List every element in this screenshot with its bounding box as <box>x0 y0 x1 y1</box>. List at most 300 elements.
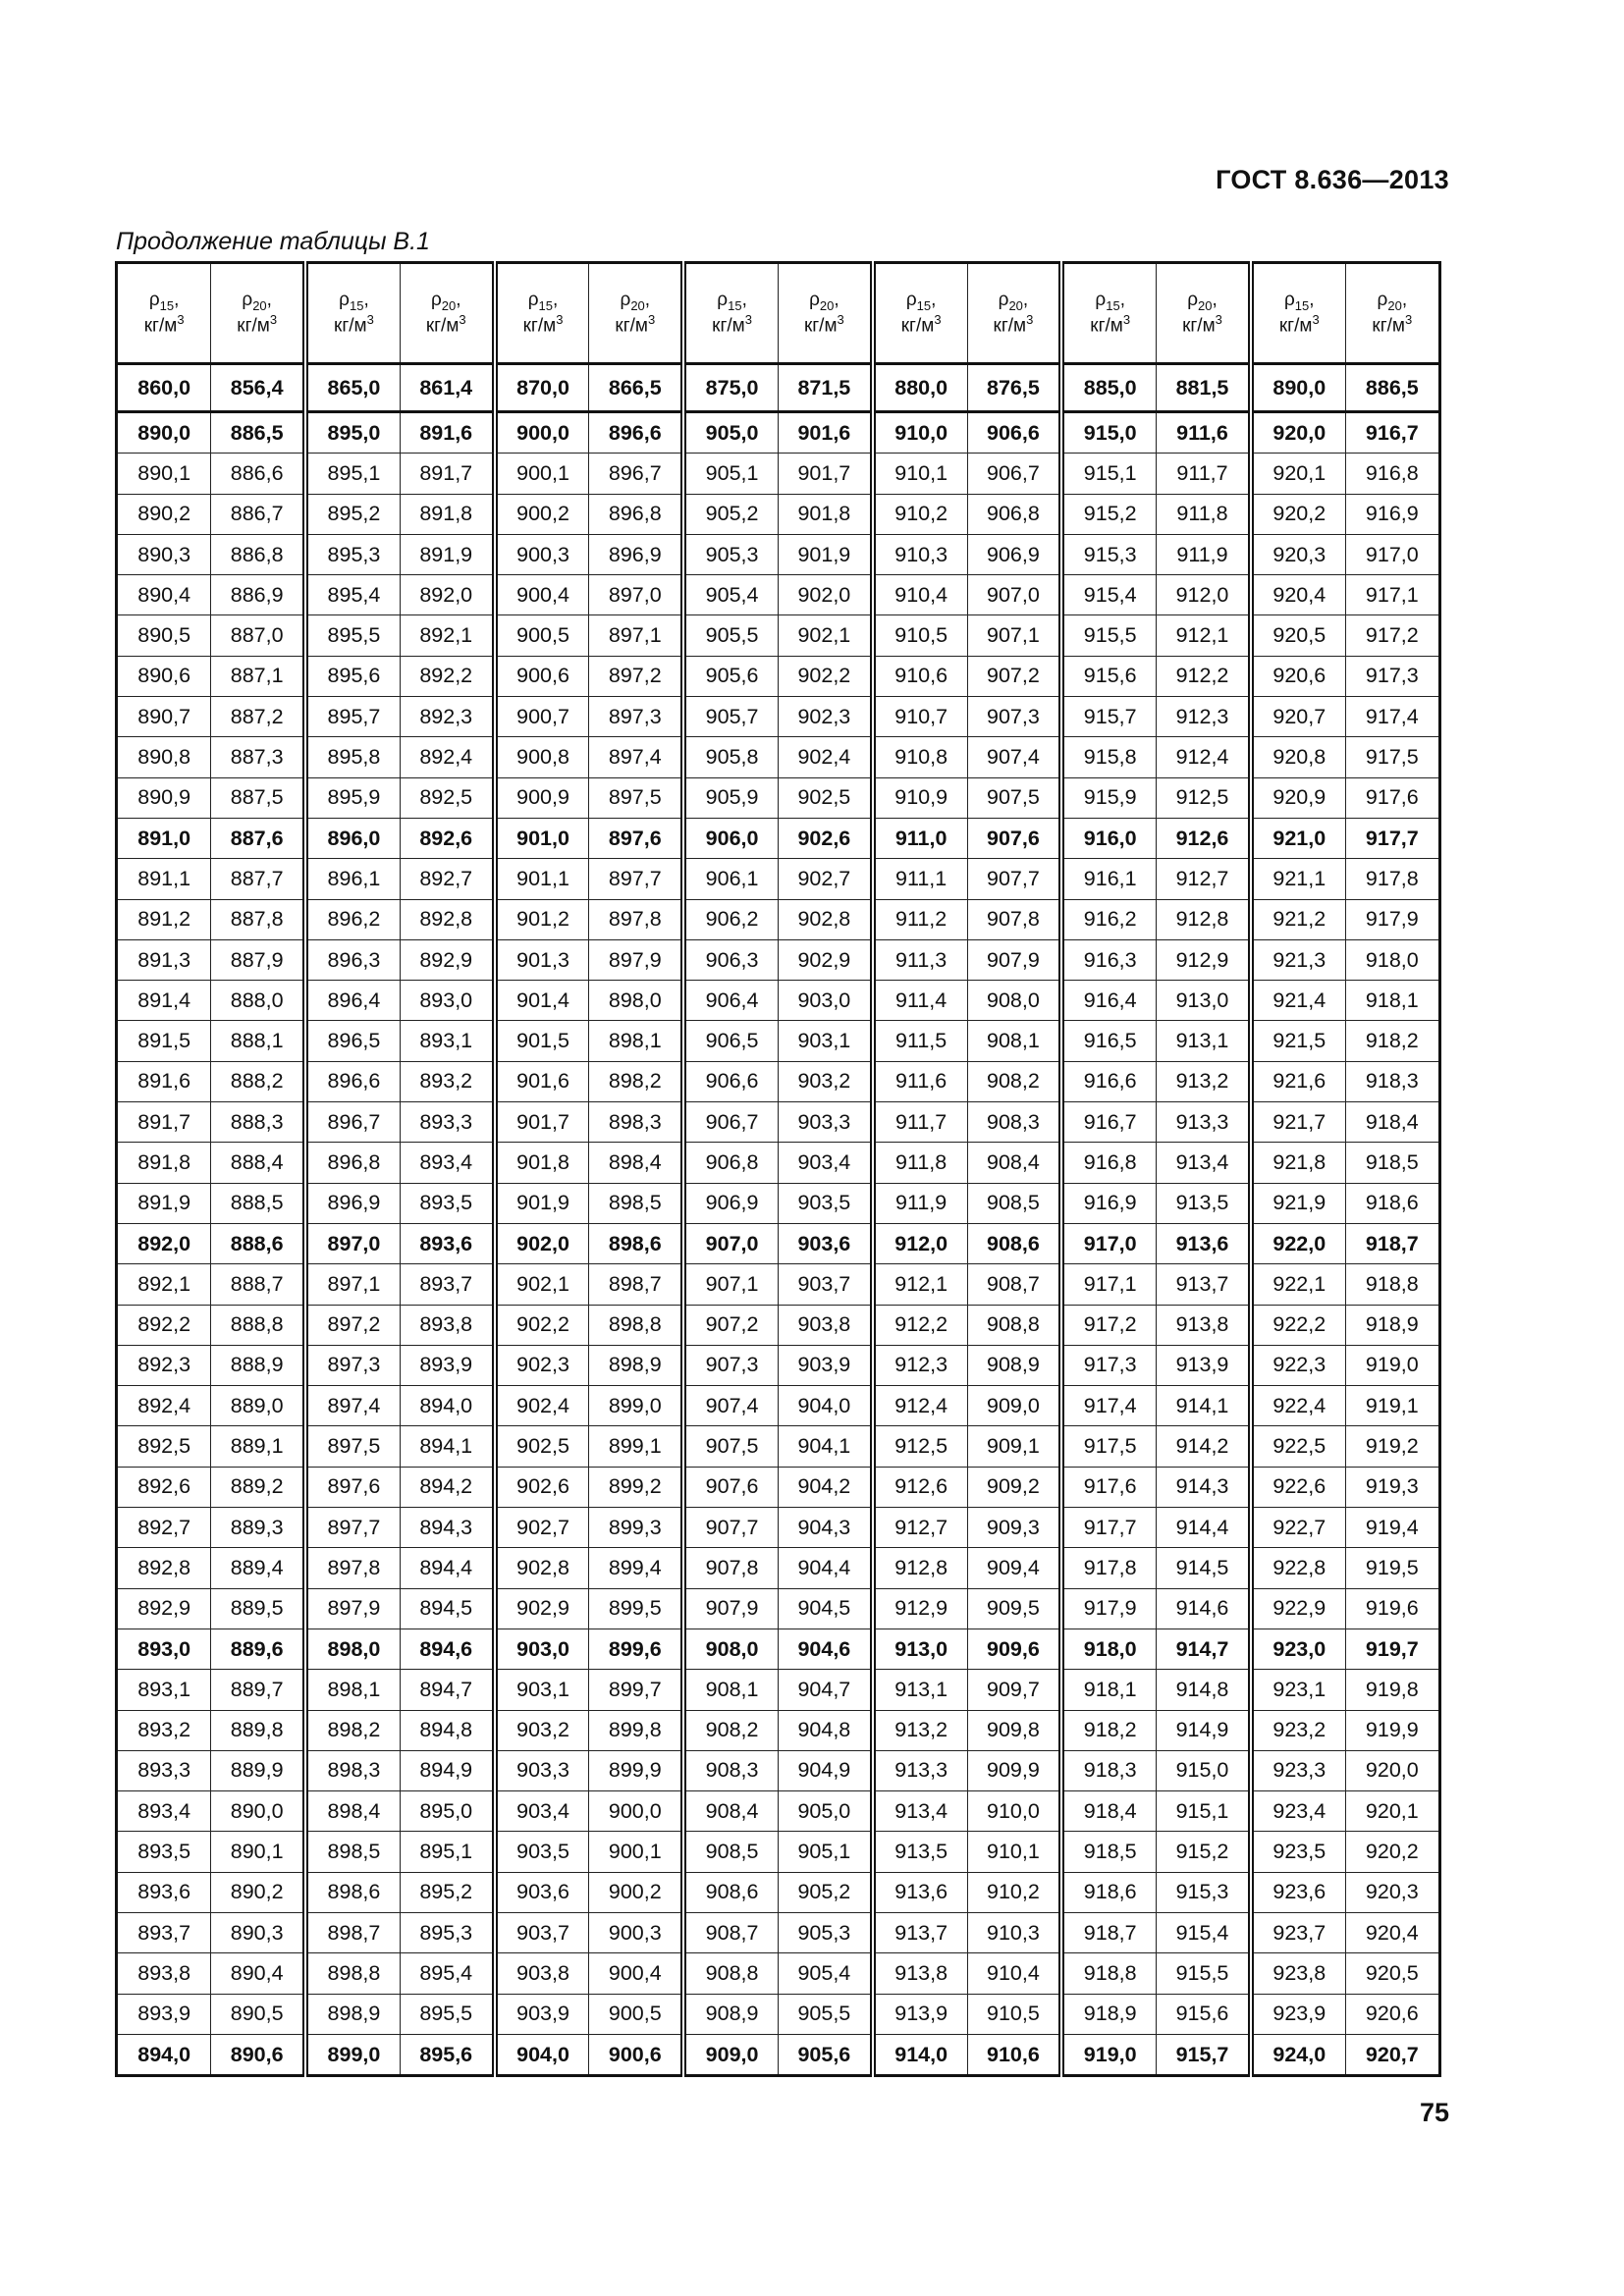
table-cell: 893,9 <box>400 1345 494 1385</box>
header-unit: кг/м <box>143 314 178 336</box>
table-cell: 912,6 <box>873 1467 967 1507</box>
table-cell: 919,9 <box>1345 1710 1439 1750</box>
table-cell: 902,8 <box>495 1548 589 1588</box>
table-cell: 891,7 <box>117 1102 211 1143</box>
table-cell: 905,3 <box>778 1912 872 1952</box>
table-cell: 919,2 <box>1345 1426 1439 1467</box>
table-cell: 901,3 <box>495 939 589 980</box>
table-cell: 906,5 <box>683 1021 778 1061</box>
table-cell: 915,2 <box>1061 494 1156 534</box>
table-cell: 889,8 <box>211 1710 305 1750</box>
table-cell: 895,0 <box>305 412 400 454</box>
table-cell: 910,2 <box>873 494 967 534</box>
table-cell: 919,7 <box>1345 1629 1439 1669</box>
table-cell: 919,3 <box>1345 1467 1439 1507</box>
table-cell: 902,7 <box>778 859 872 899</box>
table-cell: 918,3 <box>1061 1750 1156 1790</box>
table-cell: 886,5 <box>211 412 305 454</box>
table-cell: 914,6 <box>1157 1588 1251 1629</box>
table-caption: Продолжение таблицы В.1 <box>116 228 430 255</box>
table-cell: 892,8 <box>400 899 494 939</box>
table-cell: 886,7 <box>211 494 305 534</box>
table-cell: 890,0 <box>117 412 211 454</box>
header-subscript: 15 <box>1106 297 1120 313</box>
table-cell: 897,6 <box>589 818 683 858</box>
table-cell: 916,2 <box>1061 899 1156 939</box>
table-cell: 909,3 <box>967 1508 1061 1548</box>
table-cell: 893,8 <box>400 1305 494 1345</box>
table-cell: 890,8 <box>117 737 211 777</box>
table-cell: 887,2 <box>211 697 305 737</box>
table-cell: 892,6 <box>117 1467 211 1507</box>
table-cell: 910,8 <box>873 737 967 777</box>
table-cell: 892,1 <box>400 615 494 656</box>
table-cell: 903,6 <box>495 1872 589 1912</box>
table-cell: 913,6 <box>1157 1223 1251 1263</box>
table-cell: 904,0 <box>495 2034 589 2075</box>
table-row <box>117 697 1440 737</box>
table-cell: 910,7 <box>873 697 967 737</box>
table-cell: 915,0 <box>1157 1750 1251 1790</box>
table-cell: 903,8 <box>778 1305 872 1345</box>
table-cell: 911,9 <box>873 1183 967 1223</box>
table-cell: 913,5 <box>1157 1183 1251 1223</box>
table-cell: 886,5 <box>1345 364 1439 412</box>
table-row <box>117 899 1440 939</box>
table-cell: 901,6 <box>778 412 872 454</box>
table-cell: 905,0 <box>778 1791 872 1832</box>
table-cell: 913,8 <box>873 1953 967 1994</box>
table-cell: 895,3 <box>305 534 400 574</box>
table-cell: 903,4 <box>778 1143 872 1183</box>
header-unit: кг/м <box>425 314 460 336</box>
table-cell: 900,1 <box>589 1832 683 1872</box>
table-row <box>117 981 1440 1021</box>
table-cell: 917,6 <box>1061 1467 1156 1507</box>
table-cell: 904,7 <box>778 1670 872 1710</box>
table-row <box>117 1629 1440 1669</box>
table-cell: 893,3 <box>400 1102 494 1143</box>
header-unit: кг/м <box>334 314 367 336</box>
table-cell: 902,6 <box>778 818 872 858</box>
table-cell: 888,6 <box>211 1223 305 1263</box>
table-cell: 918,5 <box>1061 1832 1156 1872</box>
table-cell: 900,6 <box>589 2034 683 2075</box>
table-cell: 891,9 <box>400 534 494 574</box>
table-cell: 897,3 <box>589 697 683 737</box>
table-cell: 912,7 <box>1157 859 1251 899</box>
table-cell: 890,3 <box>211 1912 305 1952</box>
table-cell: 898,6 <box>589 1223 683 1263</box>
table-cell: 895,4 <box>400 1953 494 1994</box>
table-row <box>117 1305 1440 1345</box>
table-cell: 896,0 <box>305 818 400 858</box>
table-cell: 901,0 <box>495 818 589 858</box>
table-cell: 898,2 <box>305 1710 400 1750</box>
table-cell: 894,9 <box>400 1750 494 1790</box>
table-cell: 895,1 <box>400 1832 494 1872</box>
table-cell: 908,9 <box>683 1994 778 2034</box>
table-cell: 895,7 <box>305 697 400 737</box>
table-cell: 912,1 <box>1157 615 1251 656</box>
table-cell: 914,7 <box>1157 1629 1251 1669</box>
table-cell: 915,1 <box>1157 1791 1251 1832</box>
table-cell: 923,6 <box>1251 1872 1345 1912</box>
table-cell: 917,5 <box>1061 1426 1156 1467</box>
table-cell: 909,2 <box>967 1467 1061 1507</box>
table-cell: 907,2 <box>967 656 1061 696</box>
table-cell: 923,7 <box>1251 1912 1345 1952</box>
table-row <box>117 939 1440 980</box>
table-cell: 888,5 <box>211 1183 305 1223</box>
table-cell: 904,6 <box>778 1629 872 1669</box>
table-cell: 891,2 <box>117 899 211 939</box>
table-cell: 889,2 <box>211 1467 305 1507</box>
header-subscript: 15 <box>916 297 932 313</box>
table-cell: 895,2 <box>400 1872 494 1912</box>
table-cell: 917,9 <box>1061 1588 1156 1629</box>
table-cell: 912,1 <box>873 1264 967 1305</box>
table-cell: 910,3 <box>873 534 967 574</box>
density-table <box>115 261 1441 2077</box>
table-cell: 907,9 <box>967 939 1061 980</box>
table-cell: 913,8 <box>1157 1305 1251 1345</box>
table-cell: 917,9 <box>1345 899 1439 939</box>
table-cell: 908,3 <box>683 1750 778 1790</box>
table-cell: 898,0 <box>305 1629 400 1669</box>
table-cell: 913,3 <box>1157 1102 1251 1143</box>
table-cell: 913,4 <box>873 1791 967 1832</box>
table-cell: 911,4 <box>873 981 967 1021</box>
table-cell: 889,7 <box>211 1670 305 1710</box>
table-cell: 897,2 <box>305 1305 400 1345</box>
table-cell: 921,5 <box>1251 1021 1345 1061</box>
table-cell: 903,0 <box>495 1629 589 1669</box>
table-cell: 901,5 <box>495 1021 589 1061</box>
table-cell: 893,1 <box>117 1670 211 1710</box>
table-cell: 910,5 <box>873 615 967 656</box>
table-cell: 918,1 <box>1061 1670 1156 1710</box>
table-cell: 900,3 <box>589 1912 683 1952</box>
column-header: $\rho_{15}$, $кг/м^3$ <box>1061 263 1156 364</box>
table-cell: 903,7 <box>778 1264 872 1305</box>
table-cell: 861,4 <box>400 364 494 412</box>
table-cell: 917,0 <box>1061 1223 1156 1263</box>
table-cell: 895,5 <box>305 615 400 656</box>
table-cell: 913,0 <box>873 1629 967 1669</box>
table-cell: 891,9 <box>117 1183 211 1223</box>
header-unit-power: 3 <box>459 311 466 327</box>
header-unit-power: 3 <box>1026 311 1034 327</box>
header-subscript: 20 <box>441 297 457 313</box>
table-cell: 892,5 <box>117 1426 211 1467</box>
table-cell: 917,4 <box>1061 1386 1156 1426</box>
table-cell: 891,0 <box>117 818 211 858</box>
table-cell: 898,1 <box>589 1021 683 1061</box>
table-cell: 897,9 <box>305 1588 400 1629</box>
table-cell: 912,6 <box>1157 818 1251 858</box>
table-cell: 913,9 <box>873 1994 967 2034</box>
table-cell: 906,1 <box>683 859 778 899</box>
table-cell: 890,4 <box>211 1953 305 1994</box>
table-cell: 914,0 <box>873 2034 967 2075</box>
table-cell: 907,1 <box>683 1264 778 1305</box>
table-cell: 915,8 <box>1061 737 1156 777</box>
table-cell: 917,4 <box>1345 697 1439 737</box>
table-cell: 906,8 <box>967 494 1061 534</box>
table-cell: 915,4 <box>1157 1912 1251 1952</box>
header-subscript: 20 <box>1198 297 1213 313</box>
table-cell: 905,1 <box>778 1832 872 1872</box>
table-cell: 913,6 <box>873 1872 967 1912</box>
table-cell: 897,4 <box>589 737 683 777</box>
table-cell: 899,6 <box>589 1629 683 1669</box>
table-cell: 922,8 <box>1251 1548 1345 1588</box>
table-cell: 905,1 <box>683 454 778 494</box>
table-cell: 897,0 <box>589 575 683 615</box>
header-subscript: 15 <box>1294 297 1310 313</box>
table-cell: 907,3 <box>967 697 1061 737</box>
table-cell: 916,0 <box>1061 818 1156 858</box>
table-cell: 909,0 <box>683 2034 778 2075</box>
table-row <box>117 1670 1440 1710</box>
table-cell: 900,6 <box>495 656 589 696</box>
table-cell: 923,8 <box>1251 1953 1345 1994</box>
table-cell: 895,2 <box>305 494 400 534</box>
table-cell: 905,2 <box>683 494 778 534</box>
table-cell: 920,3 <box>1251 534 1345 574</box>
header-unit-power: 3 <box>1312 311 1320 327</box>
table-cell: 866,5 <box>589 364 683 412</box>
table-cell: 891,1 <box>117 859 211 899</box>
table-cell: 894,3 <box>400 1508 494 1548</box>
table-cell: 918,2 <box>1345 1021 1439 1061</box>
table-cell: 909,0 <box>967 1386 1061 1426</box>
table-cell: 913,7 <box>873 1912 967 1952</box>
table-row <box>117 1710 1440 1750</box>
table-cell: 892,2 <box>400 656 494 696</box>
table-cell: 909,5 <box>967 1588 1061 1629</box>
table-cell: 910,9 <box>873 777 967 818</box>
table-cell: 895,6 <box>400 2034 494 2075</box>
table-cell: 908,7 <box>967 1264 1061 1305</box>
table-cell: 909,7 <box>967 1670 1061 1710</box>
table-cell: 910,0 <box>967 1791 1061 1832</box>
table-cell: 891,8 <box>117 1143 211 1183</box>
header-subscript: 20 <box>1387 297 1402 313</box>
table-cell: 913,0 <box>1157 981 1251 1021</box>
table-cell: 919,6 <box>1345 1588 1439 1629</box>
column-header: $\rho_{15}$, $кг/м^3$ <box>683 263 778 364</box>
table-cell: 888,9 <box>211 1345 305 1385</box>
table-cell: 922,7 <box>1251 1508 1345 1548</box>
table-cell: 911,5 <box>873 1021 967 1061</box>
table-cell: 922,2 <box>1251 1305 1345 1345</box>
table-cell: 912,4 <box>873 1386 967 1426</box>
table-cell: 905,6 <box>683 656 778 696</box>
table-cell: 899,8 <box>589 1710 683 1750</box>
table-cell: 914,8 <box>1157 1670 1251 1710</box>
table-cell: 897,6 <box>305 1467 400 1507</box>
table-cell: 900,2 <box>495 494 589 534</box>
table-row <box>117 1791 1440 1832</box>
table-cell: 888,8 <box>211 1305 305 1345</box>
header-unit-power: 3 <box>837 311 844 327</box>
table-cell: 916,7 <box>1061 1102 1156 1143</box>
table-cell: 915,7 <box>1061 697 1156 737</box>
table-cell: 888,4 <box>211 1143 305 1183</box>
table-cell: 916,1 <box>1061 859 1156 899</box>
table-cell: 907,7 <box>967 859 1061 899</box>
table-cell: 922,0 <box>1251 1223 1345 1263</box>
table-cell: 913,4 <box>1157 1143 1251 1183</box>
table-cell: 904,0 <box>778 1386 872 1426</box>
table-cell: 900,1 <box>495 454 589 494</box>
table-cell: 893,5 <box>400 1183 494 1223</box>
table-cell: 892,0 <box>117 1223 211 1263</box>
table-cell: 915,3 <box>1061 534 1156 574</box>
table-cell: 913,5 <box>873 1832 967 1872</box>
table-cell: 896,7 <box>305 1102 400 1143</box>
table-cell: 913,1 <box>1157 1021 1251 1061</box>
table-cell: 893,8 <box>117 1953 211 1994</box>
table-cell: 913,1 <box>873 1670 967 1710</box>
table-cell: 913,3 <box>873 1750 967 1790</box>
table-cell: 894,6 <box>400 1629 494 1669</box>
table-cell: 890,0 <box>211 1791 305 1832</box>
table-cell: 920,1 <box>1345 1791 1439 1832</box>
table-cell: 921,3 <box>1251 939 1345 980</box>
table-row <box>117 364 1440 412</box>
table-cell: 901,7 <box>495 1102 589 1143</box>
column-header: $\rho_{20}$, $кг/м^3$ <box>589 263 683 364</box>
table-cell: 902,7 <box>495 1508 589 1548</box>
table-cell: 920,2 <box>1251 494 1345 534</box>
table-cell: 886,9 <box>211 575 305 615</box>
table-cell: 905,9 <box>683 777 778 818</box>
header-subscript: 20 <box>630 297 645 313</box>
table-cell: 887,1 <box>211 656 305 696</box>
table-cell: 909,9 <box>967 1750 1061 1790</box>
table-cell: 908,6 <box>967 1223 1061 1263</box>
header-unit-power: 3 <box>556 311 564 327</box>
table-cell: 898,5 <box>589 1183 683 1223</box>
table-cell: 917,7 <box>1345 818 1439 858</box>
table-row <box>117 454 1440 494</box>
table-cell: 920,5 <box>1251 615 1345 656</box>
table-cell: 899,2 <box>589 1467 683 1507</box>
table-cell: 911,7 <box>1157 454 1251 494</box>
table-cell: 902,1 <box>778 615 872 656</box>
table-cell: 921,1 <box>1251 859 1345 899</box>
table-cell: 916,8 <box>1061 1143 1156 1183</box>
table-cell: 897,1 <box>305 1264 400 1305</box>
table-cell: 897,8 <box>589 899 683 939</box>
table-cell: 892,3 <box>117 1345 211 1385</box>
table-cell: 908,7 <box>683 1912 778 1952</box>
table-cell: 908,8 <box>967 1305 1061 1345</box>
header-unit-power: 3 <box>744 311 752 327</box>
table-row <box>117 1994 1440 2034</box>
table-cell: 910,3 <box>967 1912 1061 1952</box>
table-cell: 908,5 <box>967 1183 1061 1223</box>
table-cell: 917,8 <box>1061 1548 1156 1588</box>
table-cell: 898,9 <box>589 1345 683 1385</box>
table-row <box>117 1102 1440 1143</box>
table-row <box>117 1750 1440 1790</box>
table-cell: 905,2 <box>778 1872 872 1912</box>
table-cell: 876,5 <box>967 364 1061 412</box>
table-cell: 886,6 <box>211 454 305 494</box>
header-symbol: ρ <box>430 290 442 311</box>
table-cell: 899,0 <box>305 2034 400 2075</box>
table-cell: 915,5 <box>1061 615 1156 656</box>
table-cell: 915,6 <box>1157 1994 1251 2034</box>
table-cell: 917,3 <box>1061 1345 1156 1385</box>
table-cell: 913,7 <box>1157 1264 1251 1305</box>
table-cell: 911,9 <box>1157 534 1251 574</box>
table-cell: 919,0 <box>1061 2034 1156 2075</box>
table-cell: 907,4 <box>967 737 1061 777</box>
table-cell: 894,5 <box>400 1588 494 1629</box>
table-cell: 918,4 <box>1061 1791 1156 1832</box>
table-cell: 898,0 <box>589 981 683 1021</box>
table-cell: 902,8 <box>778 899 872 939</box>
table-cell: 914,9 <box>1157 1710 1251 1750</box>
table-cell: 920,5 <box>1345 1953 1439 1994</box>
table-cell: 916,4 <box>1061 981 1156 1021</box>
table-cell: 918,9 <box>1061 1994 1156 2034</box>
table-cell: 914,5 <box>1157 1548 1251 1588</box>
table-cell: 923,2 <box>1251 1710 1345 1750</box>
table-cell: 889,0 <box>211 1386 305 1426</box>
table-cell: 909,4 <box>967 1548 1061 1588</box>
table-cell: 915,9 <box>1061 777 1156 818</box>
table-cell: 894,4 <box>400 1548 494 1588</box>
table-cell: 920,1 <box>1251 454 1345 494</box>
table-cell: 902,5 <box>495 1426 589 1467</box>
table-cell: 910,4 <box>967 1953 1061 1994</box>
table-cell: 905,6 <box>778 2034 872 2075</box>
table-row <box>117 615 1440 656</box>
table-cell: 915,7 <box>1157 2034 1251 2075</box>
table-cell: 899,5 <box>589 1588 683 1629</box>
table-cell: 894,2 <box>400 1467 494 1507</box>
table-cell: 920,6 <box>1345 1994 1439 2034</box>
table-cell: 899,4 <box>589 1548 683 1588</box>
table-cell: 910,0 <box>873 412 967 454</box>
table-cell: 922,1 <box>1251 1264 1345 1305</box>
table-cell: 911,6 <box>873 1061 967 1101</box>
table-cell: 912,2 <box>873 1305 967 1345</box>
table-cell: 918,6 <box>1345 1183 1439 1223</box>
table-cell: 900,5 <box>589 1994 683 2034</box>
table-cell: 909,8 <box>967 1710 1061 1750</box>
table-cell: 900,2 <box>589 1872 683 1912</box>
table-cell: 860,0 <box>117 364 211 412</box>
table-cell: 915,6 <box>1061 656 1156 696</box>
table-cell: 916,5 <box>1061 1021 1156 1061</box>
table-cell: 915,5 <box>1157 1953 1251 1994</box>
table-cell: 910,5 <box>967 1994 1061 2034</box>
table-cell: 903,0 <box>778 981 872 1021</box>
table-row <box>117 534 1440 574</box>
table-cell: 911,0 <box>873 818 967 858</box>
table-cell: 922,6 <box>1251 1467 1345 1507</box>
header-unit-power: 3 <box>1122 311 1131 327</box>
table-cell: 908,3 <box>967 1102 1061 1143</box>
table-row <box>117 1143 1440 1183</box>
